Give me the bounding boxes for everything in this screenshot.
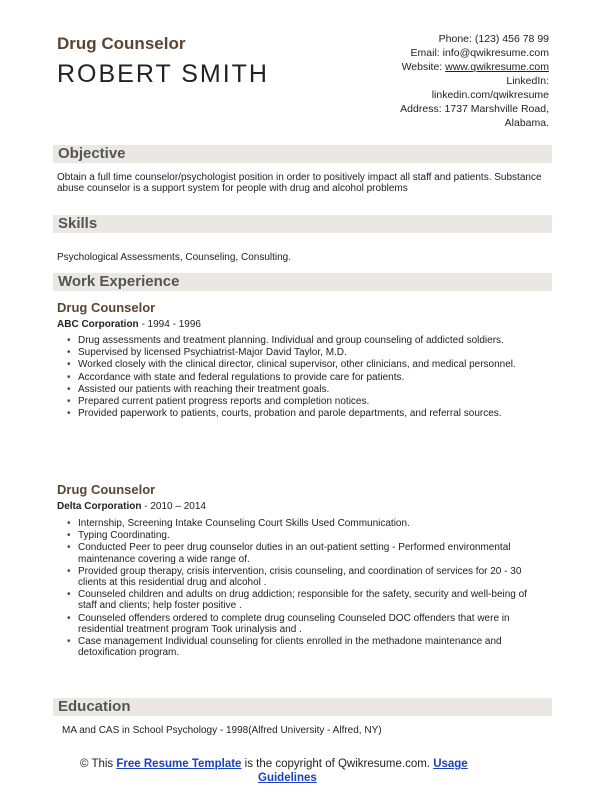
duty-item: • Worked closely with the clinical director, clinical supervisor, other clinicians, and medical personnel. [65,359,547,370]
section-work-experience [53,273,552,291]
section-heading: Education [58,698,131,715]
duty-item: • Drug assessments and treatment planning. Individual and group counseling of addicted soldiers. [65,335,547,346]
contact-linkedin-label: LinkedIn: [506,75,549,87]
duty-item: • Provided group therapy, crisis intervention, crisis counseling, and coordination of services for 20 - 30 clients at this residential drug and alcohol . [65,566,547,588]
company-name: ABC Corporation [57,319,139,330]
free-resume-template-link[interactable]: Free Resume Template [116,758,242,770]
duty-item: • Prepared current patient progress reports and completion notices. [65,396,547,407]
job-title: Drug Counselor [57,482,156,497]
duty-item: • Provided paperwork to patients, courts, probation and parole departments, and referral sources. [65,408,547,419]
company-name: Delta Corporation [57,501,142,512]
usage-guidelines-link-continued[interactable]: Guidelines [258,772,317,784]
contact-block [309,32,549,130]
education-text: MA and CAS in School Psychology - 1998(Alfred University - Alfred, NY) [62,725,382,736]
skills-text: Psychological Assessments, Counseling, Consulting. [57,252,292,263]
copyright-footer [80,757,540,785]
job-company-line [57,501,206,512]
contact-website [309,60,549,74]
job-dates: - 2010 – 2014 [141,501,206,512]
duty-item: • Typing Coordinating. [65,530,547,541]
duty-item: • Assisted our patients with reaching their treatment goals. [65,384,547,395]
candidate-name: ROBERT SMITH [57,60,269,88]
section-heading: Skills [58,215,98,232]
job-company-line [57,319,201,330]
section-education [53,698,552,716]
objective-text: Obtain a full time counselor/psychologist position in order to positively impact all staff and patients. Substance abuse counselor is a support system for people with drug and alcohol problems [57,172,542,195]
duty-item: • Internship, Screening Intake Counseling Court Skills Used Communication. [65,518,547,529]
contact-linkedin-value: linkedin.com/qwikresume [431,89,549,101]
duty-item: • Supervised by licensed Psychiatrist-Major David Taylor, M.D. [65,347,547,358]
contact-email: Email: info@qwikresume.com [410,47,549,59]
usage-guidelines-link[interactable]: Usage [433,758,468,770]
duty-item: • Conducted Peer to peer drug counselor duties in an out-patient setting - Performed environmental maintenance covering a wide range of. [65,542,547,564]
duty-item: • Counseled children and adults on drug addiction; responsible for the safety, security and well-being of staff and clients; help foster positive . [65,589,547,611]
duty-list [65,518,547,659]
contact-phone: Phone: (123) 456 78 99 [438,33,549,45]
section-heading: Objective [58,145,126,162]
duty-item: • Counseled offenders ordered to complete drug counseling Counseled DOC offenders that were in residential treatment program Took urinalysis and . [65,613,547,635]
duty-item: • Accordance with state and federal regulations to provide care for patients. [65,372,547,383]
section-heading: Work Experience [58,273,180,290]
footer-prefix: © This [80,758,117,770]
header-job-title: Drug Counselor [57,34,186,53]
website-link[interactable]: www.qwikresume.com [445,61,549,73]
section-skills [53,215,552,233]
duty-list [65,335,547,420]
job-title: Drug Counselor [57,300,156,315]
duty-item: • Case management Individual counseling for clients enrolled in the methadone maintenance and detoxification program. [65,636,547,658]
job-dates: - 1994 - 1996 [138,319,201,330]
footer-middle: is the copyright of Qwikresume.com. [241,758,434,770]
section-objective [53,145,552,163]
contact-address-line1: Address: 1737 Marshville Road, [400,103,549,115]
website-label: Website: [401,61,446,73]
contact-address-line2: Alabama. [504,117,549,129]
